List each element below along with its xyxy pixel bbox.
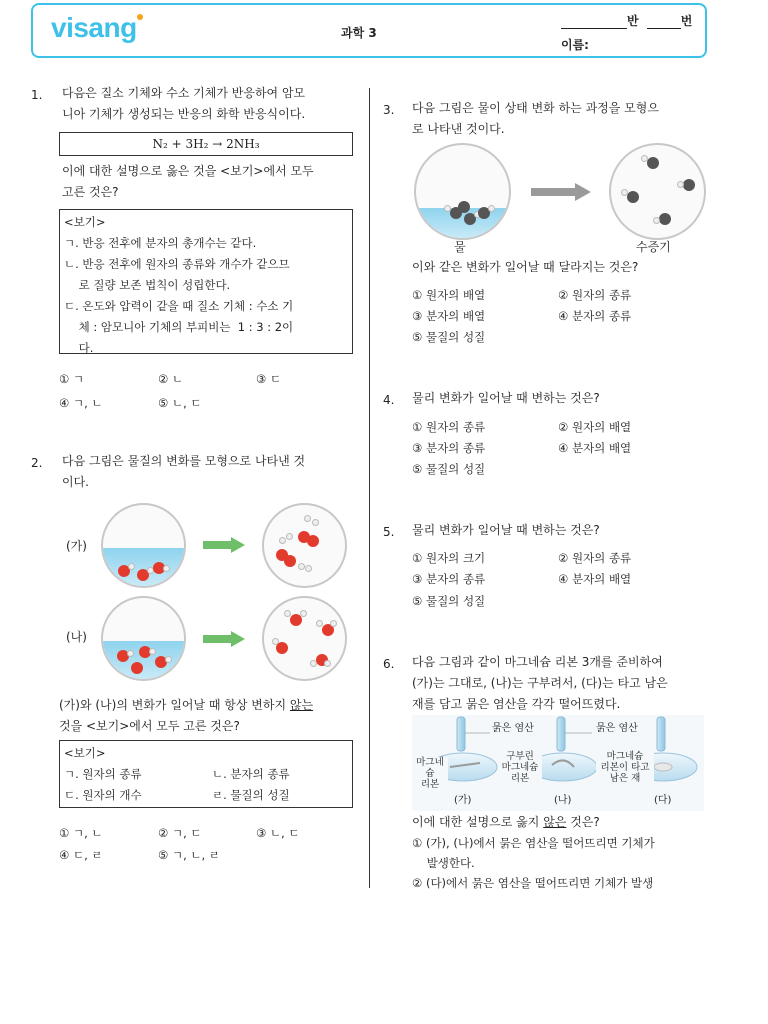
q1-equation: N₂ + 3H₂ → 2NH₃: [59, 132, 353, 156]
q1-choice-2[interactable]: ② ㄴ: [158, 372, 184, 386]
q3-label-vapor: 수증기: [636, 240, 671, 254]
q1-number: 1.: [31, 88, 43, 102]
q5-number: 5.: [383, 525, 395, 539]
subject-title: 과학 3: [341, 26, 377, 40]
bogi-title: <보기>: [64, 746, 106, 760]
bogi-item: ㄷ. 원자의 개수: [64, 788, 142, 802]
q3-number: 3.: [383, 103, 395, 117]
q3-text: 다음 그림은 물이 상태 변화 하는 과정을 모형으 로 나타낸 것이다.: [412, 101, 659, 136]
q4-choice-5[interactable]: ⑤ 물질의 성질: [412, 462, 486, 476]
class-number-field: [561, 12, 692, 29]
bogi-item: 체 : 암모니아 기체의 부피비는 1 : 3 : 2이: [64, 320, 294, 334]
q6-choice-1[interactable]: ① (가), (나)에서 묽은 염산을 떨어뜨리면 기체가: [412, 836, 655, 850]
q6-text: 다음 그림과 같이 마그네슘 리본 3개를 준비하여 (가)는 그대로, (나)는 구부려서, (다)는 타고 남은 재를 담고 묽은 염산을 각각 떨어뜨렸다.: [412, 655, 668, 711]
q2-number: 2.: [31, 456, 43, 470]
q5-choice-5[interactable]: ⑤ 물질의 성질: [412, 594, 486, 608]
q3-choice-3[interactable]: ③ 분자의 배열: [412, 309, 486, 323]
q6-acid-label-2: 묽은 염산: [596, 723, 638, 734]
q2-choice-1[interactable]: ① ㄱ, ㄴ: [59, 826, 103, 840]
q5-choice-3[interactable]: ③ 분자의 종류: [412, 572, 486, 586]
bogi-item: ㄴ. 분자의 종류: [212, 767, 290, 781]
q4-text: 물리 변화가 일어날 때 변하는 것은?: [412, 391, 600, 405]
q4-choice-1[interactable]: ① 원자의 종류: [412, 420, 486, 434]
q2-choice-4[interactable]: ④ ㄷ, ㄹ: [59, 848, 103, 862]
q5-choice-4[interactable]: ④ 분자의 배열: [558, 572, 632, 586]
q3-choice-5[interactable]: ⑤ 물질의 성질: [412, 330, 486, 344]
q2-label-ga: (가): [66, 539, 87, 553]
q2-choice-3[interactable]: ③ ㄴ, ㄷ: [256, 826, 300, 840]
q2-choice-2[interactable]: ② ㄱ, ㄷ: [158, 826, 202, 840]
q1-choice-1[interactable]: ① ㄱ: [59, 372, 85, 386]
q6-mg-label-ga: 마그네슘 리본: [412, 757, 448, 790]
q2-bogi-box: [59, 740, 353, 808]
bogi-item: 로 질량 보존 법칙이 성립한다.: [64, 278, 231, 292]
q1-prompt: 이에 대한 설명으로 옳은 것을 <보기>에서 모두 고른 것은?: [62, 164, 314, 199]
q3-prompt: 이와 같은 변화가 일어날 때 달라지는 것은?: [412, 260, 639, 274]
q2-text: 다음 그림은 물질의 변화를 모형으로 나타낸 것 이다.: [62, 454, 306, 489]
q6-prompt: 이에 대한 설명으로 옳지 않은 것은?: [412, 815, 600, 829]
q3-vapor-flask: [609, 143, 706, 240]
q3-label-water: 물: [454, 240, 466, 254]
q1-choice-4[interactable]: ④ ㄱ, ㄴ: [59, 396, 103, 410]
q3-choice-4[interactable]: ④ 분자의 종류: [558, 309, 632, 323]
bogi-item: ㄱ. 원자의 종류: [64, 767, 142, 781]
q2-prompt: (가)와 (나)의 변화가 일어날 때 항상 변하지 않는 것을 <보기>에서 모두 고른 것은?: [59, 698, 314, 733]
bogi-item: ㄹ. 물질의 성질: [212, 788, 290, 802]
bogi-item: ㄷ. 온도와 압력이 같을 때 질소 기체 : 수소 기: [64, 299, 294, 313]
q3-arrow-icon: [531, 183, 591, 201]
q6-figure: [412, 715, 704, 811]
class-label: 반: [627, 14, 639, 28]
q1-choice-5[interactable]: ⑤ ㄴ, ㄷ: [158, 396, 202, 410]
visang-logo: visang: [51, 12, 137, 44]
bogi-item: ㄱ. 반응 전후에 분자의 총개수는 같다.: [64, 236, 257, 250]
q2-ga-liquid-flask: [101, 503, 186, 588]
q5-choice-2[interactable]: ② 원자의 종류: [558, 551, 632, 565]
q2-ga-arrow-icon: [203, 537, 245, 553]
q2-ga-gas-flask: [262, 503, 347, 588]
q6-mg-label-na: 구부린 마그네슘 리본: [498, 751, 542, 784]
q2-choice-5[interactable]: ⑤ ㄱ, ㄴ, ㄹ: [158, 848, 220, 862]
bogi-item: 다.: [64, 341, 94, 355]
q6-number: 6.: [383, 657, 395, 671]
number-label: 번: [680, 14, 693, 28]
q3-water-flask: [414, 143, 511, 240]
q6-fig-label-ga: (가): [454, 795, 472, 806]
q6-fig-label-na: (나): [554, 795, 572, 806]
q1-bogi-box: [59, 209, 353, 354]
q4-choice-2[interactable]: ② 원자의 배열: [558, 420, 632, 434]
q2-na-gas-flask: [262, 596, 347, 681]
bogi-item: ㄴ. 반응 전후에 원자의 종류와 개수가 같으므: [64, 257, 290, 271]
q4-number: 4.: [383, 393, 395, 407]
q1-text: 다음은 질소 기체와 수소 기체가 반응하여 암모 니아 기체가 생성되는 반응의 화학 반응식이다.: [62, 86, 306, 121]
q3-choice-1[interactable]: ① 원자의 배열: [412, 288, 486, 302]
q6-fig-label-da: (다): [654, 795, 672, 806]
q6-mg-label-da: 마그네슘 리본이 타고 남은 재: [596, 751, 654, 784]
q4-choice-3[interactable]: ③ 분자의 종류: [412, 441, 486, 455]
q5-choice-1[interactable]: ① 원자의 크기: [412, 551, 486, 565]
q2-na-arrow-icon: [203, 631, 245, 647]
q5-text: 물리 변화가 일어날 때 변하는 것은?: [412, 523, 600, 537]
q6-choice-2[interactable]: ② (다)에서 묽은 염산을 떨어뜨리면 기체가 발생: [412, 876, 654, 890]
q2-na-liquid-flask: [101, 596, 186, 681]
q6-choice-1-cont: 발생한다.: [412, 856, 475, 870]
q6-acid-label-1: 묽은 염산: [492, 723, 534, 734]
column-divider: [369, 88, 370, 888]
header-box: [31, 3, 707, 58]
q4-choice-4[interactable]: ④ 분자의 배열: [558, 441, 632, 455]
bogi-title: <보기>: [64, 215, 106, 229]
q1-choice-3[interactable]: ③ ㄷ: [256, 372, 282, 386]
q3-choice-2[interactable]: ② 원자의 종류: [558, 288, 632, 302]
q2-label-na: (나): [66, 630, 87, 644]
name-label: 이름:: [561, 38, 589, 52]
